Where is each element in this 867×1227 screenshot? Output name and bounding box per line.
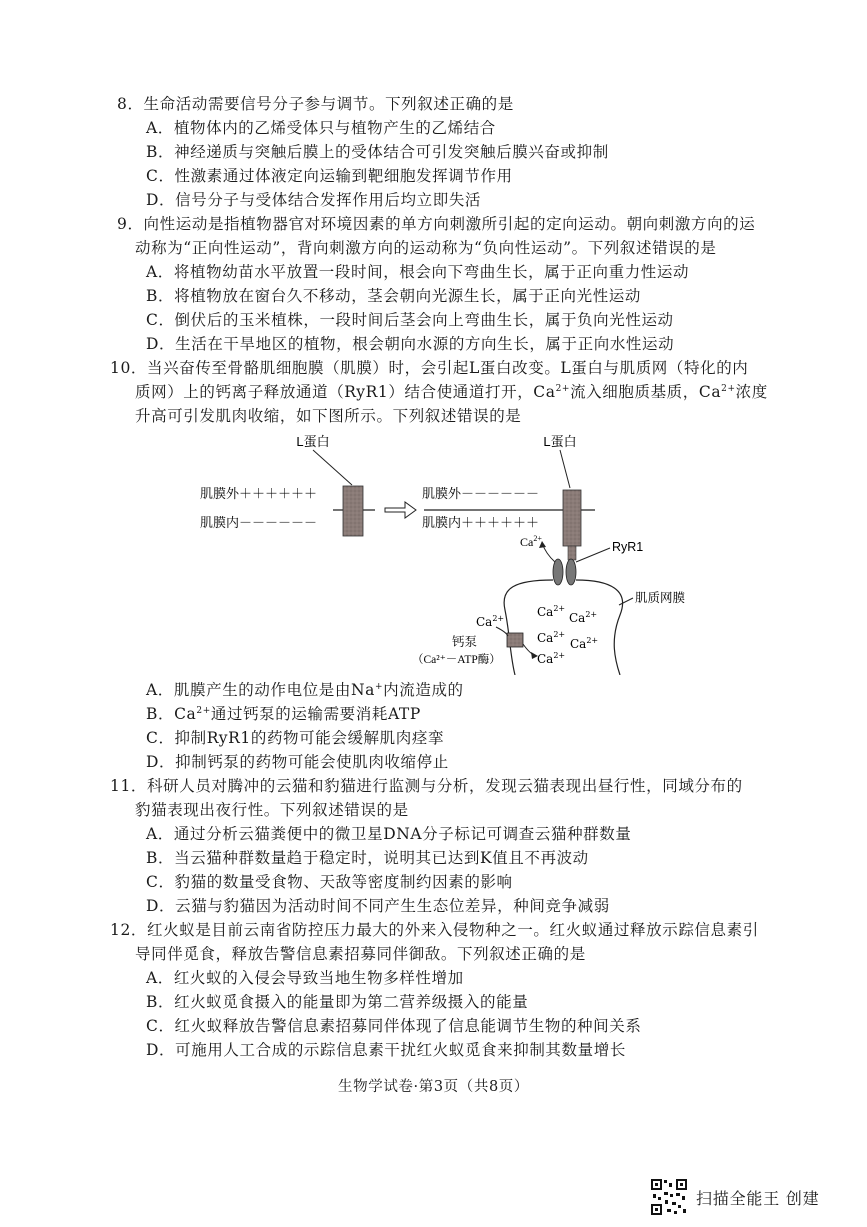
membrane-outside-right: 肌膜外－－－－－－ — [422, 486, 540, 501]
ca-inside-3: $Ca^{2+}$ — [537, 630, 566, 645]
q11-option-a: A．通过分析云猫粪便中的微卫星DNA分子标记可调查云猫种群数量 — [146, 825, 632, 843]
ca-inside-2: $Ca^{2+}$ — [569, 610, 598, 625]
q11-option-c: C．豹猫的数量受食物、天敌等密度制约因素的影响 — [146, 873, 513, 891]
q8-option-b: B．神经递质与突触后膜上的受体结合可引发突触后膜兴奋或抑制 — [146, 143, 609, 161]
q11-stem-1: 11．科研人员对腾冲的云猫和豹猫进行监测与分析，发现云猫表现出昼行性，同域分布的 — [110, 777, 743, 795]
ca-label-pump-cytosol: $Ca^{2+}$ — [476, 614, 505, 629]
q9-option-a: A．将植物幼苗水平放置一段时间，根会向下弯曲生长，属于正向重力性运动 — [146, 263, 690, 281]
q11-option-b: B．当云猫种群数量趋于稳定时，说明其已达到K值且不再波动 — [146, 849, 589, 867]
ca-label-released: $Ca^{2+}$ — [520, 534, 542, 549]
ryr1-channel-right — [566, 559, 576, 585]
q12-stem-2: 导同伴觅食，释放告警信息素招募同伴御敌。下列叙述正确的是 — [135, 945, 586, 963]
q12-stem-1: 12．红火蚁是目前云南省防控压力最大的外来入侵物种之一。红火蚁通过释放示踪信息素引 — [110, 921, 759, 939]
q12-option-c: C．红火蚁释放告警信息素招募同伴体现了信息能调节生物的种间关系 — [146, 1017, 642, 1035]
transition-arrow-icon — [385, 502, 416, 518]
q10-option-d: D．抑制钙泵的药物可能会使肌肉收缩停止 — [146, 753, 449, 771]
q8-option-a: A．植物体内的乙烯受体只与植物产生的乙烯结合 — [146, 119, 496, 137]
page-footer: 生物学试卷·第3页（共8页） — [338, 1079, 529, 1095]
l-protein-label-right: L蛋白 — [543, 434, 577, 449]
q8-option-c: C．性激素通过体液定向运输到靶细胞发挥调节作用 — [146, 167, 513, 185]
q11-stem-2: 豹猫表现出夜行性。下列叙述错误的是 — [135, 801, 409, 819]
q9-option-d: D．生活在干旱地区的植物，根会朝向水源的方向生长，属于正向水性运动 — [146, 335, 675, 353]
membrane-inside-left: 肌膜内－－－－－－ — [200, 515, 318, 530]
q10-option-a: A．肌膜产生的动作电位是由Na+内流造成的 — [146, 681, 464, 699]
scanner-text: 扫描全能王 创建 — [696, 1188, 820, 1208]
q12-option-b: B．红火蚁觅食摄入的能量即为第二营养级摄入的能量 — [146, 993, 529, 1011]
q10-stem-1: 10．当兴奋传至骨骼肌细胞膜（肌膜）时，会引起L蛋白改变。L蛋白与肌质网（特化的内 — [110, 359, 749, 377]
l-protein-right — [563, 490, 581, 546]
q12-option-d: D．可施用人工合成的示踪信息素干扰红火蚁觅食来抑制其数量增长 — [146, 1041, 626, 1059]
muscle-calcium-diagram — [190, 430, 710, 675]
q9-option-c: C．倒伏后的玉米植株，一段时间后茎会向上弯曲生长，属于负向光性运动 — [146, 311, 674, 329]
ryr1-channel-left — [553, 559, 563, 585]
q11-option-d: D．云猫与豹猫因为活动时间不同产生生态位差异，种间竞争减弱 — [146, 897, 610, 915]
calcium-pump-label: 钙泵 — [452, 635, 478, 649]
membrane-outside-left: 肌膜外＋＋＋＋＋＋ — [200, 486, 318, 501]
q8-stem: 8．生命活动需要信号分子参与调节。下列叙述正确的是 — [117, 95, 514, 113]
l-protein-label-left: L蛋白 — [296, 434, 330, 449]
scanner-watermark — [650, 1178, 820, 1216]
calcium-pump-detail: （Ca²⁺－ATP酶） — [412, 654, 501, 666]
q9-stem-2: 动称为“正向性运动”，背向刺激方向的运动称为“负向性运动”。下列叙述错误的是 — [135, 239, 717, 257]
membrane-inside-right: 肌膜内＋＋＋＋＋＋ — [422, 515, 540, 530]
ca-inside-4: $Ca^{2+}$ — [570, 636, 599, 651]
q9-stem-1: 9．向性运动是指植物器官对环境因素的单方向刺激所引起的定向运动。朝向刺激方向的运 — [117, 215, 756, 233]
ca-inside-1: $Ca^{2+}$ — [537, 604, 566, 619]
sr-membrane-label: 肌质网膜 — [635, 591, 686, 605]
qr-code-icon — [650, 1178, 688, 1216]
sr-membrane-right — [576, 580, 623, 675]
q9-option-b: B．将植物放在窗台久不移动，茎会朝向光源生长，属于正向光性运动 — [146, 287, 641, 305]
l-protein-left — [343, 486, 363, 536]
q8-option-d: D．信号分子与受体结合发挥作用后均立即失活 — [146, 191, 482, 209]
q12-option-a: A．红火蚁的入侵会导致当地生物多样性增加 — [146, 969, 464, 987]
q10-stem-3: 升高可引发肌肉收缩，如下图所示。下列叙述错误的是 — [135, 407, 522, 425]
ryr1-label: RyR1 — [612, 540, 644, 554]
ca-label-pump-sr: $Ca^{2+}$ — [537, 651, 566, 666]
q10-stem-2: 质网）上的钙离子释放通道（RyR1）结合使通道打开，$Ca^{2+}$流入细胞质基质，$Ca^{2+}$浓度 — [135, 383, 768, 401]
calcium-pump — [507, 633, 523, 647]
q10-option-b: B．$Ca^{2+}$通过钙泵的运输需要消耗ATP — [146, 705, 421, 723]
q10-option-c: C．抑制RyR1的药物可能会缓解肌肉痉挛 — [146, 729, 445, 747]
